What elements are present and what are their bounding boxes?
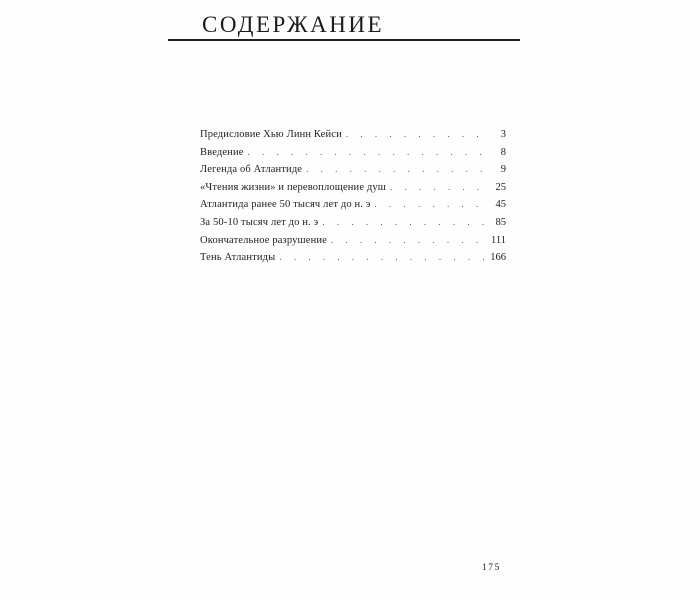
toc-dot-leader	[322, 214, 490, 232]
toc-entry-title: За 50-10 тысяч лет до н. э	[200, 216, 319, 228]
toc-entry-title: Окончательное разрушение	[200, 234, 327, 246]
table-of-contents	[200, 126, 506, 267]
toc-entry-title: Атлантида ранее 50 тысяч лет до н. э	[200, 199, 371, 211]
toc-entry	[200, 249, 506, 267]
toc-entry-page: 45	[495, 199, 506, 211]
toc-dot-leader	[279, 249, 486, 267]
toc-entry	[200, 144, 506, 162]
toc-dot-leader	[346, 126, 490, 144]
toc-entry	[200, 214, 506, 232]
toc-entry	[200, 232, 506, 250]
title-underline	[168, 39, 520, 41]
toc-dot-leader	[390, 179, 490, 197]
toc-dot-leader	[248, 144, 490, 162]
toc-entry-page: 9	[500, 164, 506, 176]
toc-entry-title: Предисловие Хью Линн Кейси	[200, 129, 342, 140]
page-number: 175	[482, 563, 501, 573]
toc-dot-leader	[331, 232, 487, 250]
toc-entry	[200, 196, 506, 214]
toc-entry-page: 166	[490, 252, 506, 264]
toc-entry-page: 111	[491, 234, 506, 246]
toc-entry	[200, 126, 506, 144]
toc-entry-page: 8	[500, 146, 506, 158]
toc-entry-page: 3	[500, 129, 506, 140]
toc-entry-title: Тень Атлантиды	[200, 252, 276, 264]
toc-entry-title: «Чтения жизни» и перевоплощение душ	[200, 181, 387, 193]
toc-entry-title: Легенда об Атлантиде	[200, 164, 303, 176]
page-title: СОДЕРЖАНИЕ	[202, 12, 385, 37]
toc-dot-leader	[375, 196, 491, 214]
toc-dot-leader	[306, 161, 490, 179]
toc-entry	[200, 179, 506, 197]
toc-entry	[200, 161, 506, 179]
toc-entry-title: Введение	[200, 146, 244, 158]
toc-entry-page: 25	[495, 181, 506, 193]
toc-entry-page: 85	[495, 216, 506, 228]
